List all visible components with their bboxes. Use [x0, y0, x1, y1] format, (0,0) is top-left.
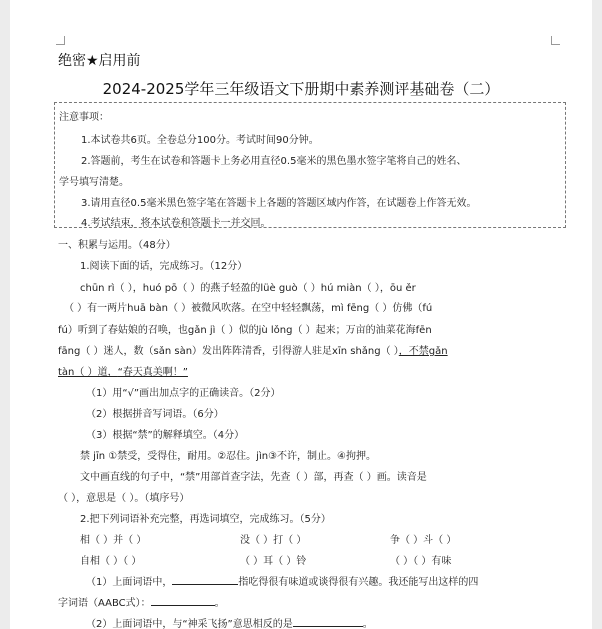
note-item: 4.考试结束，将本试卷和答题卡一并交回。 [81, 218, 271, 229]
q1-passage-line: chūn rì（ ），huó pō（ ）的燕子轻盈的lüè guò（ ）hú miàn（ ），ōu ěr [80, 283, 416, 294]
section1-heading: 一、积累与运用。（48分） [58, 240, 176, 251]
q1-subquestion: （1）用“√”画出加点字的正确读音。（2分） [86, 388, 281, 399]
answer-blank[interactable] [151, 595, 215, 606]
crop-mark-right [551, 36, 560, 45]
q1-definition: 禁 jīn ①禁受，受得住，耐用。②忍住。jìn③不许，制止。④拘押。 [80, 451, 377, 462]
q2-text: （1）上面词语中， [86, 577, 173, 588]
q1-underlined-quote: “春天真美啊！” [117, 367, 188, 378]
note-item: 1.本试卷共6页。全卷总分100分。考试时间90分钟。 [81, 135, 319, 146]
q2-word: 没（ ）打（ ） [240, 535, 307, 546]
q1-fill-line: 文中画直线的句子中，“禁”用部首查字法，先查（ ）部，再查（ ）画。读音是 [80, 472, 427, 483]
q2-text: （2）上面词语中，与“神采飞扬”意思相反的是 [86, 619, 293, 629]
q2-text: 字词语（AABC式）： [58, 598, 151, 609]
notes-heading: 注意事项： [59, 112, 109, 123]
q1-passage-line [58, 342, 448, 357]
q2-text: 。 [214, 598, 225, 609]
q2-subquestion [58, 594, 225, 609]
q1-instruction: 1.阅读下面的话，完成练习。（12分） [80, 261, 248, 272]
q2-text: 。 [362, 619, 373, 629]
q2-word: （ ）耳（ ）铃 [240, 556, 307, 567]
answer-blank[interactable] [293, 616, 363, 627]
answer-blank[interactable] [172, 574, 238, 585]
q2-text: 指吃得很有味道或谈得很有兴趣。我还能写出这样的四 [238, 577, 479, 588]
note-item: 3.请用直径0.5毫米黑色签字笔在答题卡上各题的答题区域内作答，在试题卷上作答无效。 [81, 198, 477, 209]
q2-word: 争（ ）斗（ ） [390, 535, 457, 546]
q2-subquestion [86, 573, 478, 588]
q1-underlined-sentence: ，不禁gǎn [398, 346, 448, 357]
q2-subquestion [86, 615, 373, 629]
q1-fill-line: （ ），意思是（ ）。（填序号） [58, 493, 190, 504]
exam-title: 2024-2025学年三年级语文下册期中素养测评基础卷（二） [102, 80, 500, 98]
q1-passage-line [58, 363, 188, 378]
note-item: 学号填写清楚。 [59, 177, 129, 188]
q2-instruction: 2.把下列词语补充完整，再选词填空，完成练习。（5分） [80, 514, 331, 525]
q1-underlined-sentence: tàn（ ）道， [58, 367, 118, 378]
note-item: 2.答题前，考生在试卷和答题卡上务必用直径0.5毫米的黑色墨水签字笔将自己的姓名、 [81, 156, 467, 167]
q1-subquestion: （2）根据拼音写词语。（6分） [86, 409, 224, 420]
q2-word: 相（ ）并（ ） [80, 535, 147, 546]
q1-passage-text: fāng（ ）迷人，数（sǎn sàn）发出阵阵清香，引得游人驻足xīn shǎng（ ） [58, 346, 399, 357]
q2-word: （ ）（ ）有味 [390, 556, 452, 567]
q2-word: 自相（ ）（ ） [80, 556, 142, 567]
crop-mark-left [56, 36, 65, 45]
q1-subquestion: （3）根据“禁”的解释填空。（4分） [86, 430, 245, 441]
q1-passage-line: fú）听到了春姑娘的召唤，也gǎn jì（ ）似的jù lǒng（ ）起来；万亩的油菜花海fēn [58, 325, 432, 336]
q1-passage-line: （ ）有一两片huā bàn（ ）被微风吹落。在空中轻轻飘荡，mì fēng（ ）仿佛（fú [64, 303, 433, 314]
notes-box [54, 102, 566, 228]
exam-page [10, 0, 592, 629]
confidential-label: 绝密★启用前 [58, 53, 141, 69]
